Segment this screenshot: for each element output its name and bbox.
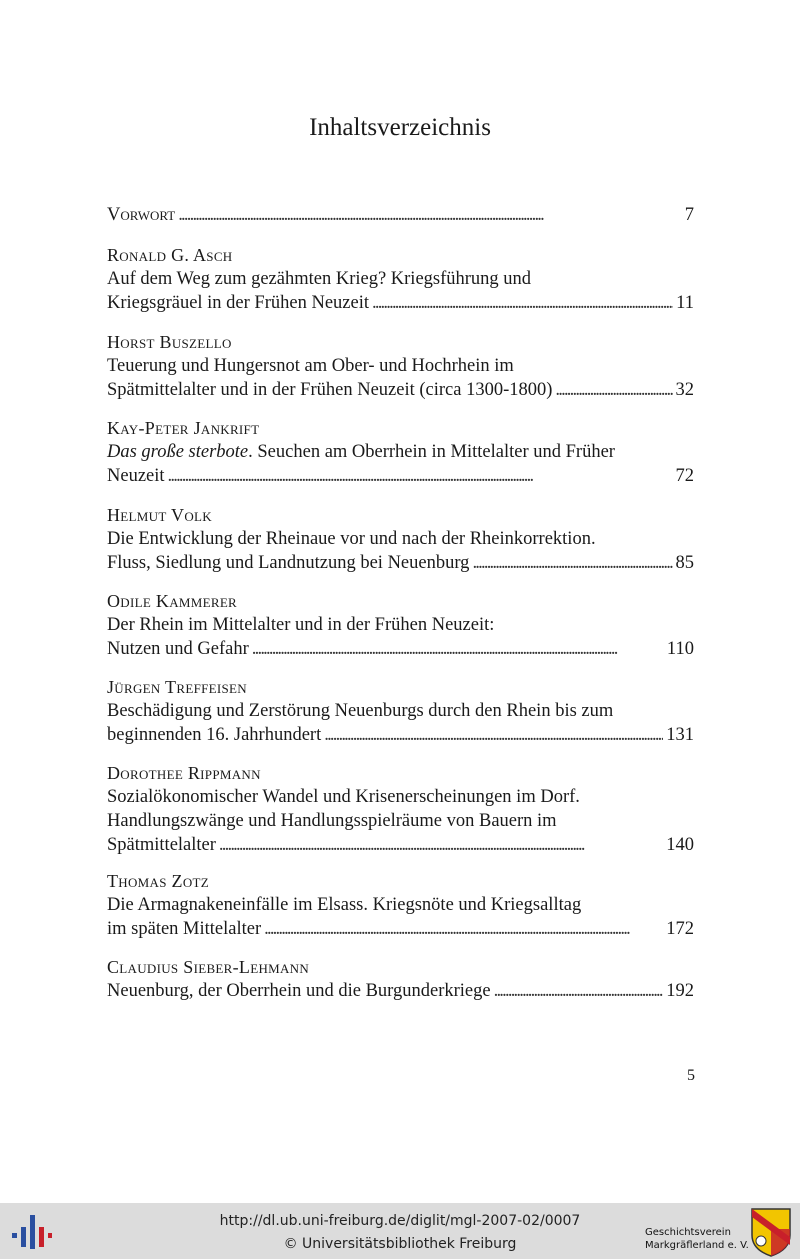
toc-entry-title: Vorwort <box>107 205 176 225</box>
toc-title-line: Die Armagnakeneinfälle im Elsass. Kriegsnöte und Kriegsalltag <box>107 895 582 915</box>
ub-freiburg-logo-icon[interactable] <box>10 1211 52 1253</box>
toc-title-line: Kriegsgräuel in der Frühen Neuzeit <box>107 293 369 313</box>
toc-page-number: 140 <box>666 835 694 855</box>
toc-page-number: 192 <box>666 981 694 1001</box>
toc-page-number: 7 <box>684 205 694 225</box>
toc-entry-last-line <box>107 723 694 747</box>
toc-entry-last-line <box>107 833 694 857</box>
leader-dots <box>472 551 672 575</box>
toc-entry[interactable] <box>107 243 694 315</box>
society-name-line: Markgräflerland e. V. <box>645 1240 749 1251</box>
toc-author: Odile Kammerer <box>107 591 238 611</box>
toc-author: Kay-Peter Jankrift <box>107 418 260 438</box>
toc-entry[interactable] <box>107 869 694 941</box>
page-title: Inhaltsverzeichnis <box>309 114 491 141</box>
leader-dots <box>555 378 672 402</box>
toc-page-number: 131 <box>666 725 694 745</box>
toc-page-number: 172 <box>666 919 694 939</box>
leader-dots <box>372 291 673 315</box>
toc-title-line: Fluss, Siedlung und Landnutzung bei Neuenburg <box>107 553 470 573</box>
toc-title-line: Handlungszwänge und Handlungsspielräume von Bauern im <box>107 811 557 831</box>
footer-copyright: © Universitätsbibliothek Freiburg <box>283 1236 517 1252</box>
toc-title-line: Spätmittelalter und in der Frühen Neuzeit (circa 1300-1800) <box>107 380 553 400</box>
toc-entry-last-line <box>107 378 694 402</box>
society-name-line: Geschichtsverein <box>645 1227 731 1238</box>
toc-entry[interactable] <box>107 589 694 661</box>
toc-entry[interactable] <box>107 955 694 1003</box>
toc-entry-last-line <box>107 637 694 661</box>
toc-entry-last-line <box>107 551 694 575</box>
toc-title-line: Spätmittelalter <box>107 835 216 855</box>
coat-of-arms-icon[interactable] <box>750 1207 792 1257</box>
toc-title-line: Teuerung und Hungersnot am Ober- und Hochrhein im <box>107 356 514 376</box>
toc-title-line: Die Entwicklung der Rheinaue vor und nach der Rheinkorrektion. <box>107 529 596 549</box>
toc-page-number: 110 <box>666 639 694 659</box>
leader-dots <box>219 833 663 857</box>
toc-author: Claudius Sieber-Lehmann <box>107 957 310 977</box>
toc-title-italic: Das große sterbote <box>107 442 249 462</box>
toc-author: Helmut Volk <box>107 505 212 525</box>
society-name <box>645 1226 749 1252</box>
toc-entry-vorwort[interactable] <box>107 203 694 227</box>
toc-page-number: 85 <box>675 553 694 573</box>
toc-entry[interactable] <box>107 330 694 402</box>
toc-entry[interactable] <box>107 675 694 747</box>
toc-entry-last-line <box>107 291 694 315</box>
footer-bar <box>0 1203 800 1259</box>
toc-author: Dorothee Rippmann <box>107 763 261 783</box>
toc-author: Horst Buszello <box>107 332 232 352</box>
toc-entry[interactable] <box>107 503 694 575</box>
toc-title-line: Nutzen und Gefahr <box>107 639 249 659</box>
toc-author: Jürgen Treffeisen <box>107 677 247 697</box>
toc-title-line: beginnenden 16. Jahrhundert <box>107 725 322 745</box>
toc-title-line <box>107 440 694 464</box>
leader-dots <box>494 979 664 1003</box>
toc-title-line: Sozialökonomischer Wandel und Krisenerscheinungen im Dorf. <box>107 787 580 807</box>
toc-entry-last-line <box>107 203 694 227</box>
toc-entry[interactable] <box>107 416 694 488</box>
toc-title-line: Der Rhein im Mittelalter und in der Frühen Neuzeit: <box>107 615 495 635</box>
leader-dots <box>264 917 663 941</box>
toc-title-line: Neuzeit <box>107 466 165 486</box>
toc-author: Ronald G. Asch <box>107 245 233 265</box>
toc-entry-last-line <box>107 917 694 941</box>
toc-page-number: 72 <box>675 466 694 486</box>
toc-title-line: im späten Mittelalter <box>107 919 262 939</box>
page-number: 5 <box>687 1067 695 1084</box>
toc-entry[interactable] <box>107 761 694 857</box>
leader-dots <box>168 464 673 488</box>
toc-title-line: Beschädigung und Zerstörung Neuenburgs durch den Rhein bis zum <box>107 701 614 721</box>
footer-url-link[interactable]: http://dl.ub.uni-freiburg.de/diglit/mgl-2007-02/0007 <box>219 1213 581 1229</box>
toc-page-number: 32 <box>675 380 694 400</box>
toc-title-rest: . Seuchen am Oberrhein in Mittelalter und Früher <box>248 442 615 462</box>
toc-entry-last-line <box>107 979 694 1003</box>
leader-dots <box>252 637 664 661</box>
toc-title-line: Auf dem Weg zum gezähmten Krieg? Kriegsführung und <box>107 269 532 289</box>
leader-dots <box>178 203 682 227</box>
toc-author: Thomas Zotz <box>107 871 210 891</box>
toc-page-number: 11 <box>676 293 694 313</box>
leader-dots <box>324 723 663 747</box>
toc-title-line: Neuenburg, der Oberrhein und die Burgunderkriege <box>107 981 491 1001</box>
toc-entry-last-line <box>107 464 694 488</box>
